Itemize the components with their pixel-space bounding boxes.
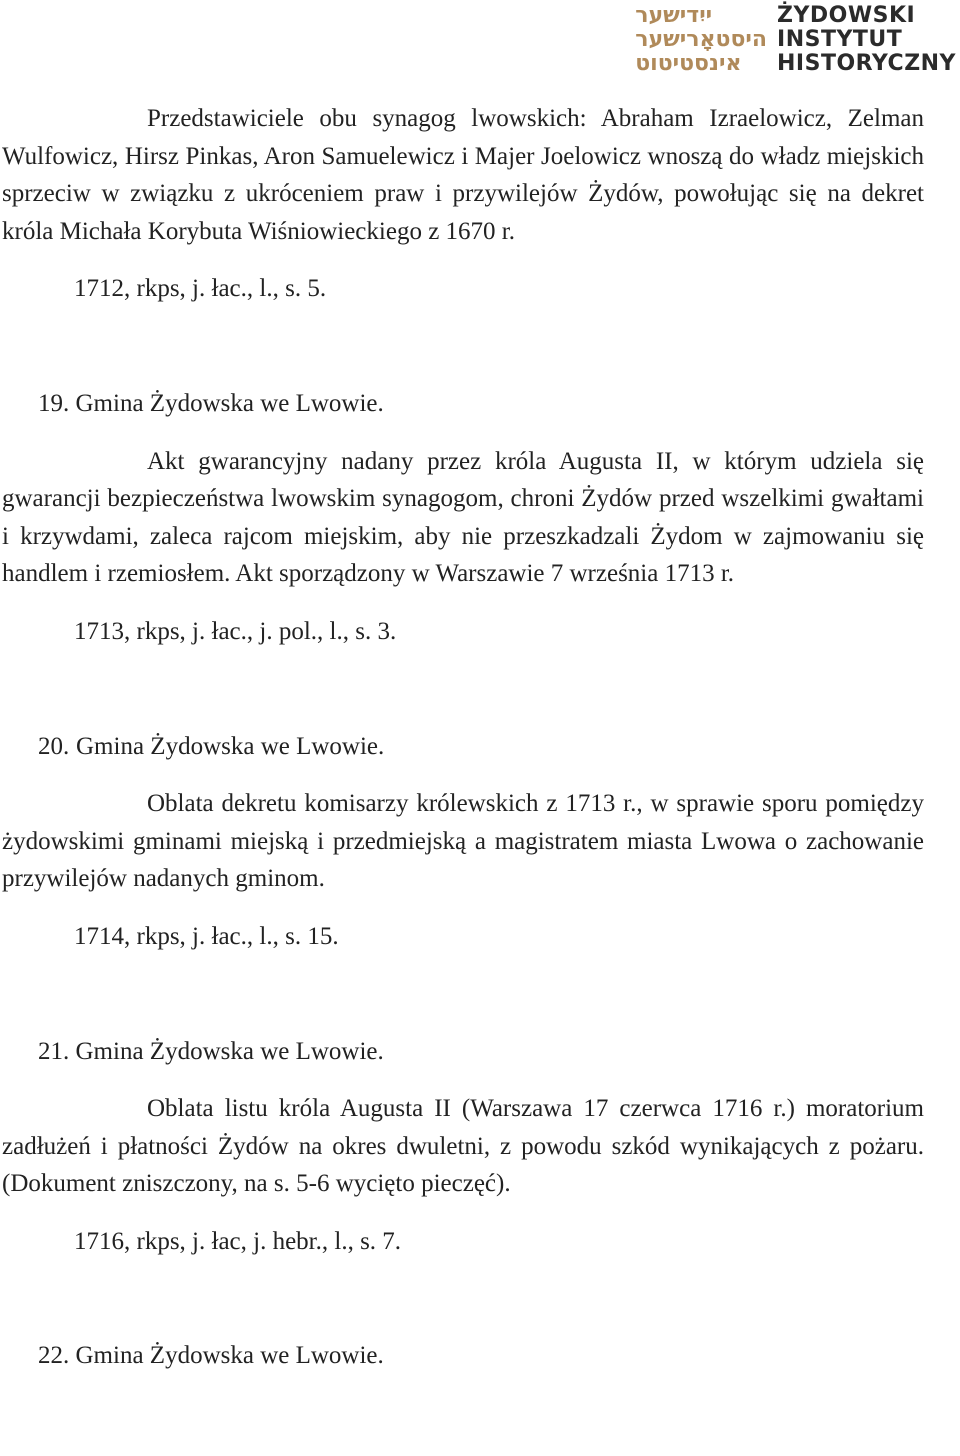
institute-logo — [635, 4, 956, 76]
entry-description: Akt gwarancyjny nadany przez króla Augusta II, w którym udziela się gwarancji bezpieczeństwa lwowskim synagogom, chroni Żydów przed wszelkimi gwałtami i krzywdami, zaleca rajcom miejskim, aby nie przeszkadzali Żydom w zajmowaniu się handlem i rzemiosłem. Akt sporządzony w Warszawie 7 września 1713 r. — [2, 447, 924, 588]
entry-19 — [2, 385, 924, 651]
logo-polish-line: HISTORYCZNY — [777, 51, 956, 76]
logo-polish-line: INSTYTUT — [777, 27, 903, 52]
entry-description: Oblata listu króla Augusta II (Warszawa 17 czerwca 1716 r.) moratorium zadłużeń i płatności Żydów na okres dwuletni, z powodu szkód wynikających z pożaru. (Dokument zniszczony, na s. 5-6 wycięto pieczęć). — [2, 1095, 924, 1198]
document-body — [2, 100, 924, 1375]
entry-heading — [38, 1033, 924, 1071]
entry-title: Gmina Żydowska we Lwowie. — [75, 389, 384, 417]
entry-title: Gmina Żydowska we Lwowie. — [75, 1037, 384, 1065]
entry-18-continued — [2, 100, 924, 308]
logo-yiddish-text — [635, 4, 767, 76]
entry-reference: 1713, rkps, j. łac., j. pol., l., s. 3. — [74, 617, 397, 645]
entry-description: Oblata dekretu komisarzy królewskich z 1713 r., w sprawie sporu pomiędzy żydowskimi gminami miejską i przedmiejską a magistratem miasta Lwowa o zachowanie przywilejów nadanych gminom. — [2, 790, 924, 893]
entry-heading — [38, 728, 924, 766]
entry-reference: 1714, rkps, j. łac., l., s. 15. — [74, 922, 339, 950]
logo-yiddish-line: ייִדישער — [635, 3, 713, 28]
entry-heading — [38, 385, 924, 423]
entry-20 — [2, 728, 924, 956]
logo-polish-line: ŻYDOWSKI — [777, 3, 916, 28]
logo-yiddish-line: אינסטיטוט — [635, 51, 742, 76]
entry-number: 21. — [38, 1037, 70, 1065]
entry-21 — [2, 1033, 924, 1261]
entry-number: 22. — [38, 1342, 70, 1370]
entry-reference: 1712, rkps, j. łac., l., s. 5. — [74, 275, 327, 303]
logo-yiddish-line: היסטאָרישער — [635, 27, 768, 52]
entry-reference: 1716, rkps, j. łac, j. hebr., l., s. 7. — [74, 1227, 402, 1255]
entry-description: Przedstawiciele obu synagog lwowskich: Abraham Izraelowicz, Zelman Wulfowicz, Hirsz Pinkas, Aron Samuelewicz i Majer Joelowicz wnoszą do władz miejskich sprzeciw w związku z ukróceniem praw i przywilejów Żydów, powołując się na dekret króla Michała Korybuta Wiśniowieckiego z 1670 r. — [2, 105, 924, 245]
entry-22 — [2, 1337, 924, 1375]
logo-polish-text — [777, 4, 956, 76]
entry-number: 19. — [38, 389, 70, 417]
entry-number: 20. — [38, 732, 70, 760]
entry-heading — [38, 1337, 924, 1375]
entry-title: Gmina Żydowska we Lwowie. — [76, 732, 385, 760]
entry-title: Gmina Żydowska we Lwowie. — [75, 1342, 384, 1370]
